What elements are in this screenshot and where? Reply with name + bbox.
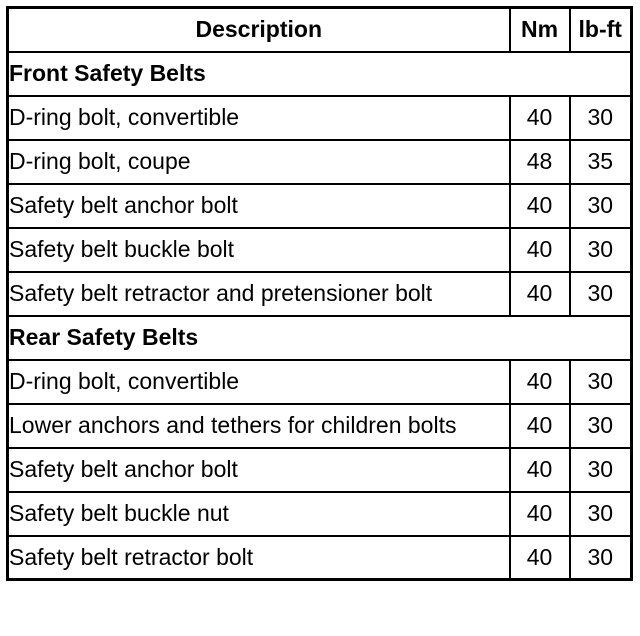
table-row (8, 228, 632, 272)
row-lbft: 30 (570, 448, 632, 492)
section-row-rear (8, 316, 632, 360)
row-lbft: 30 (570, 96, 632, 140)
table-row (8, 404, 632, 448)
row-description: Lower anchors and tethers for children bolts (8, 404, 510, 448)
header-description: Description (8, 8, 510, 52)
row-description: D-ring bolt, coupe (8, 140, 510, 184)
row-description: Safety belt anchor bolt (8, 448, 510, 492)
row-lbft: 30 (570, 536, 632, 580)
row-lbft: 30 (570, 360, 632, 404)
row-nm: 40 (510, 536, 570, 580)
row-nm: 40 (510, 448, 570, 492)
row-nm: 40 (510, 272, 570, 316)
table-row (8, 536, 632, 580)
row-description: Safety belt retractor bolt (8, 536, 510, 580)
header-lbft: lb-ft (570, 8, 632, 52)
row-nm: 40 (510, 360, 570, 404)
row-lbft: 35 (570, 140, 632, 184)
row-nm: 40 (510, 228, 570, 272)
row-description: Safety belt anchor bolt (8, 184, 510, 228)
torque-spec-table (6, 6, 633, 581)
table-row (8, 448, 632, 492)
row-nm: 40 (510, 96, 570, 140)
row-lbft: 30 (570, 404, 632, 448)
row-nm: 40 (510, 184, 570, 228)
section-title-front: Front Safety Belts (8, 52, 632, 96)
section-title-rear: Rear Safety Belts (8, 316, 632, 360)
row-nm: 48 (510, 140, 570, 184)
section-row-front (8, 52, 632, 96)
header-row (8, 8, 632, 52)
row-lbft: 30 (570, 272, 632, 316)
table-row (8, 360, 632, 404)
row-description: D-ring bolt, convertible (8, 360, 510, 404)
table-row (8, 184, 632, 228)
table-row (8, 492, 632, 536)
table-row (8, 272, 632, 316)
row-description: Safety belt buckle bolt (8, 228, 510, 272)
row-nm: 40 (510, 404, 570, 448)
row-lbft: 30 (570, 228, 632, 272)
row-lbft: 30 (570, 184, 632, 228)
table-row (8, 140, 632, 184)
row-nm: 40 (510, 492, 570, 536)
table-row (8, 96, 632, 140)
row-description: D-ring bolt, convertible (8, 96, 510, 140)
row-lbft: 30 (570, 492, 632, 536)
row-description: Safety belt retractor and pretensioner bolt (8, 272, 510, 316)
header-nm: Nm (510, 8, 570, 52)
row-description: Safety belt buckle nut (8, 492, 510, 536)
